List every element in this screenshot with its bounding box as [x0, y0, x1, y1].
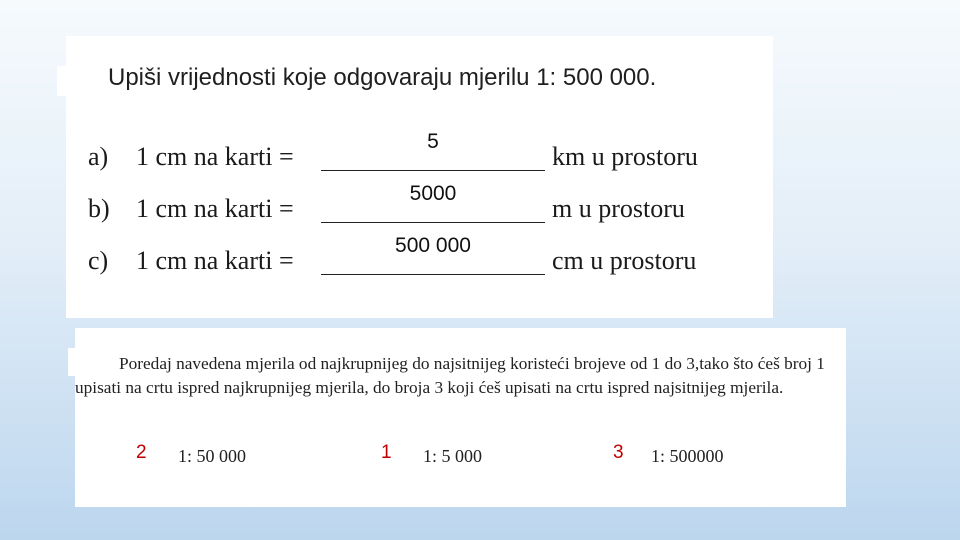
row-left-side: 1 cm na karti = [136, 142, 294, 171]
row-unit: km u prostoru [552, 142, 698, 171]
row-left-side: 1 cm na karti = [136, 246, 294, 275]
row-unit: m u prostoru [552, 194, 685, 223]
rank-answer[interactable]: 3 [613, 442, 624, 463]
answer-line [321, 170, 545, 171]
rank-answer[interactable]: 1 [381, 442, 392, 463]
row-letter: a) [88, 142, 109, 171]
answer-value[interactable]: 5000 [409, 182, 457, 205]
task1-title: Upiši vrijednosti koje odgovaraju mjerilu 1: 500 000. [108, 64, 657, 91]
task1-row-b [88, 182, 768, 230]
task1-row-c [88, 234, 768, 282]
answer-line [321, 222, 545, 223]
answer-value[interactable]: 500 000 [395, 234, 471, 257]
rank-answer[interactable]: 2 [136, 442, 147, 463]
row-letter: b) [88, 194, 110, 223]
task1-card [66, 36, 773, 318]
task1-row-a [88, 130, 768, 178]
answer-line [321, 274, 545, 275]
task2-card [75, 328, 846, 507]
scale-label: 1: 5 000 [423, 446, 483, 466]
task2-instruction: Poredaj navedena mjerila od najkrupnijeg do najsitnijeg koristeći brojeve od 1 do 3,tako što ćeš broj 1 upisati na crtu ispred najkrupnijeg mjerila, do broja 3 koji ćeš upisati na crtu ispred najsitnijeg mjerila. [75, 354, 825, 397]
row-letter: c) [88, 246, 109, 275]
row-left-side: 1 cm na karti = [136, 194, 294, 223]
answer-value[interactable]: 5 [427, 130, 439, 153]
scale-label: 1: 50 000 [178, 446, 247, 466]
scale-label: 1: 500000 [651, 446, 724, 466]
row-unit: cm u prostoru [552, 246, 697, 275]
